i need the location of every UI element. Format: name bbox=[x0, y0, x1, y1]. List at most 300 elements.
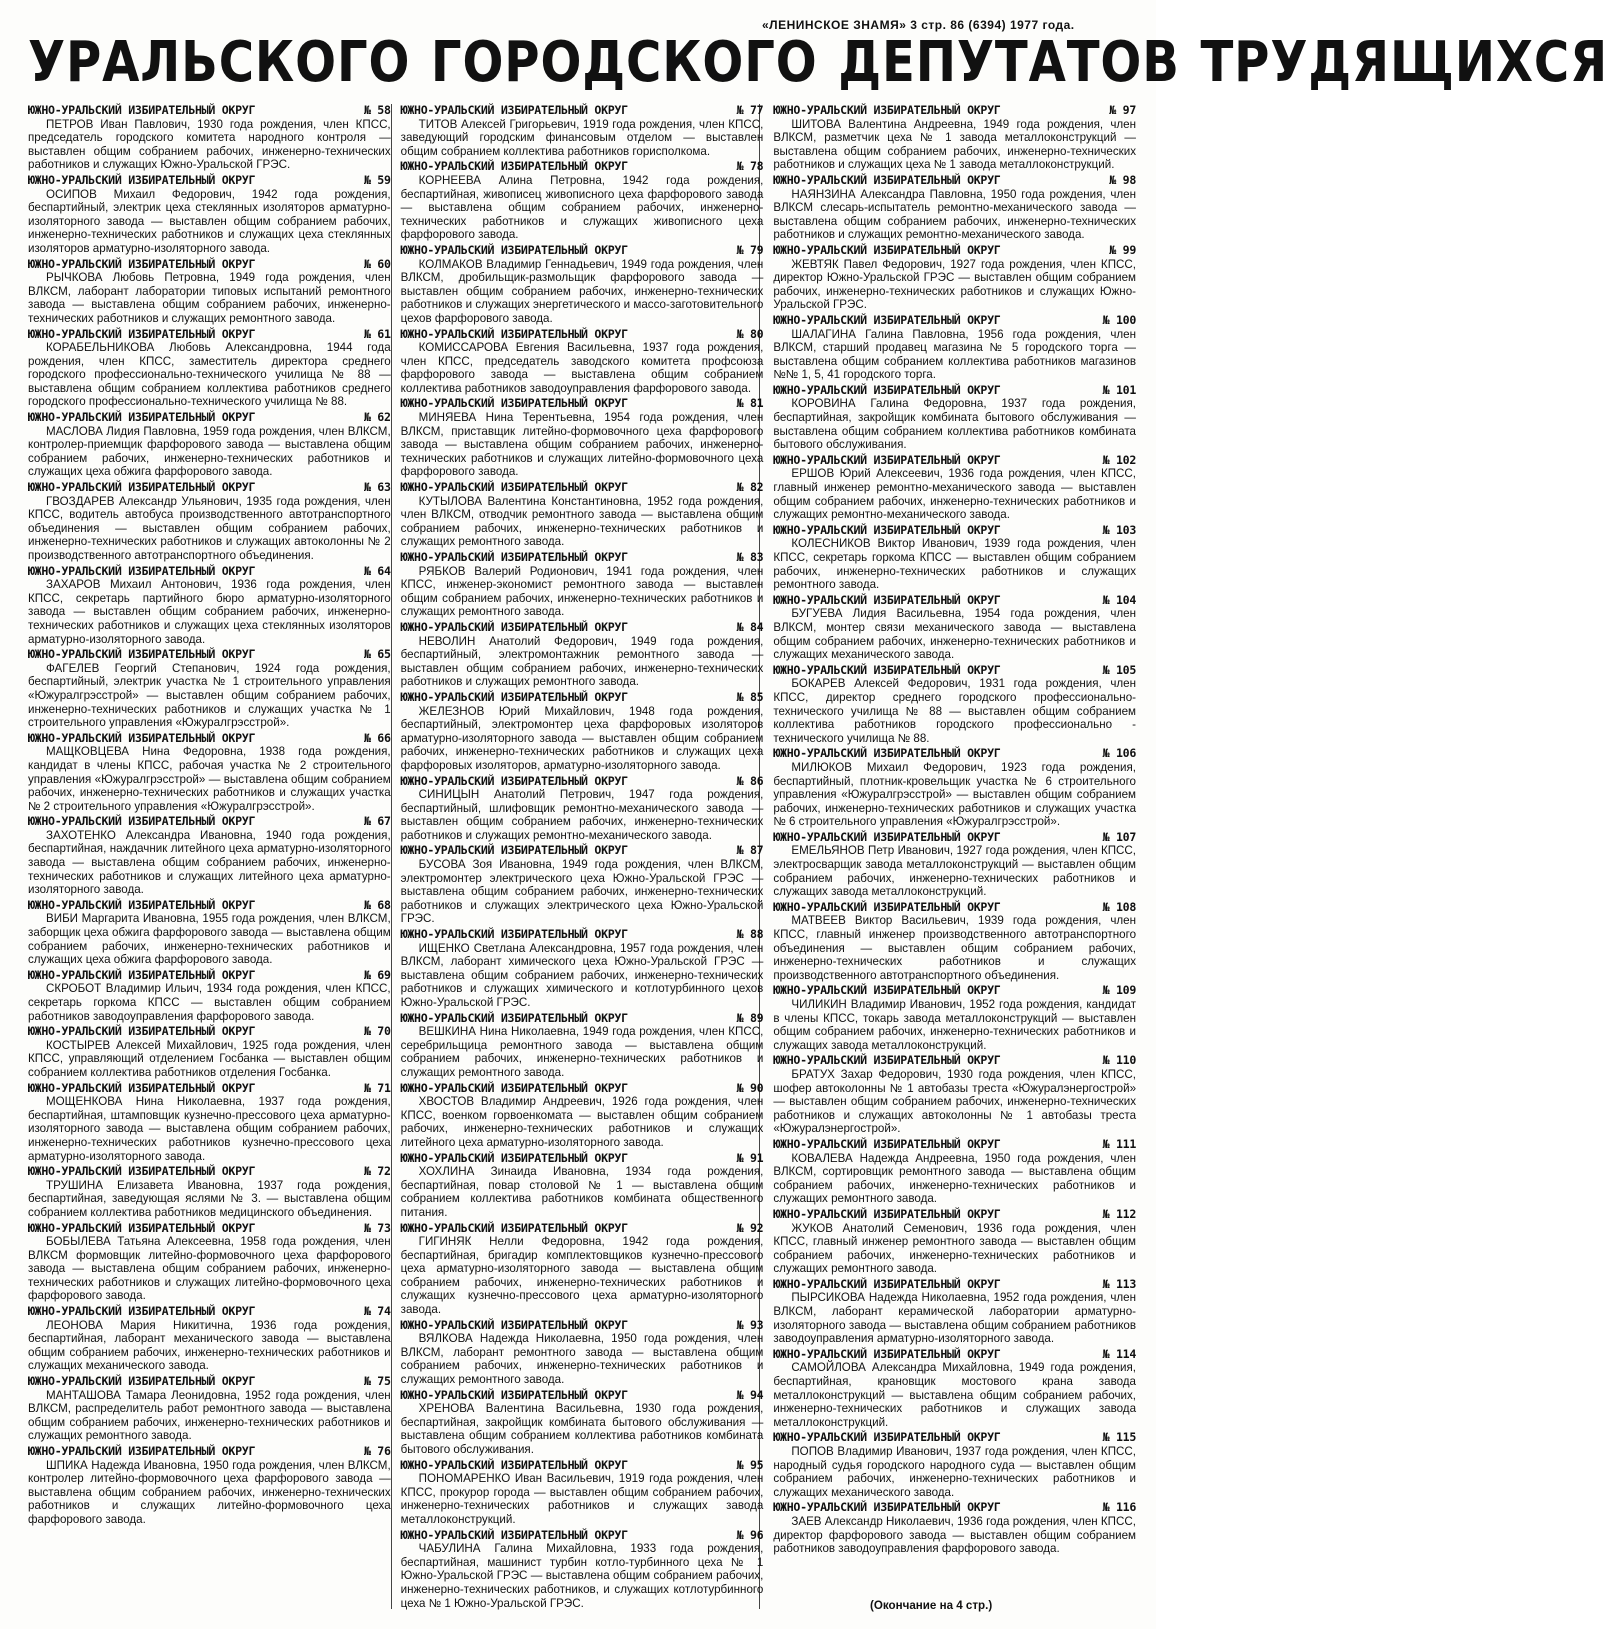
district-heading bbox=[401, 481, 764, 495]
district-heading bbox=[773, 747, 1136, 761]
candidate-details: 1927 года рождения, член КПСС, директор Южно-Уральской ГРЭС — выставлен общим собранием рабочих, инженерно-технических работников и служащих Южно-Уральской ГРЭС. bbox=[773, 257, 1137, 312]
candidate-details: 1952 года рождения, член ВЛКСМ, отводчик ремонтного завода — выставлена общим собранием рабочих, инженерно-технических работников и служащих ремонтного завода. bbox=[400, 494, 764, 549]
district-heading bbox=[773, 1348, 1136, 1362]
candidate-name: НЕВОЛИН Анатолий Федорович, bbox=[418, 634, 618, 648]
district-label: ЮЖНО-УРАЛЬСКИЙ ИЗБИРАТЕЛЬНЫЙ ОКРУГ bbox=[28, 1024, 256, 1039]
candidate-name: БРАТУХ Захар Федорович, bbox=[791, 1067, 942, 1081]
candidate-name: БОБЫЛЕВА Татьяна Алексеевна, bbox=[46, 1235, 234, 1249]
district-label: ЮЖНО-УРАЛЬСКИЙ ИЗБИРАТЕЛЬНЫЙ ОКРУГ bbox=[400, 619, 628, 634]
district-heading bbox=[401, 775, 764, 789]
district-label: ЮЖНО-УРАЛЬСКИЙ ИЗБИРАТЕЛЬНЫЙ ОКРУГ bbox=[773, 103, 1001, 117]
district-heading bbox=[28, 899, 391, 913]
candidate-name: ЖУКОВ Анатолий Семенович, bbox=[791, 1221, 968, 1235]
district-number: № 85 bbox=[736, 689, 764, 704]
district-number: № 106 bbox=[1102, 746, 1137, 761]
district-number: № 111 bbox=[1102, 1136, 1137, 1151]
candidate-name: МОЩЕНКОВА Нина Николаевна, bbox=[46, 1095, 246, 1109]
candidate-entry bbox=[28, 104, 391, 172]
candidate-bio bbox=[401, 1332, 764, 1386]
candidate-bio bbox=[773, 397, 1136, 451]
candidate-details: 1925 года рождения, член КПСС, управляющий отделением Госбанка — выставлен общим собранием коллектива работников отделения Госбанка. bbox=[28, 1038, 391, 1079]
district-label: ЮЖНО-УРАЛЬСКИЙ ИЗБИРАТЕЛЬНЫЙ ОКРУГ bbox=[773, 312, 1001, 327]
district-number: № 96 bbox=[736, 1527, 764, 1542]
candidate-bio bbox=[773, 1068, 1136, 1136]
district-heading bbox=[773, 984, 1136, 998]
district-heading bbox=[28, 1375, 391, 1389]
candidate-entry bbox=[773, 454, 1136, 522]
candidate-entry bbox=[28, 1222, 391, 1304]
candidate-bio bbox=[401, 705, 764, 773]
candidate-bio bbox=[773, 914, 1136, 982]
district-heading bbox=[773, 244, 1136, 258]
district-label: ЮЖНО-УРАЛЬСКИЙ ИЗБИРАТЕЛЬНЫЙ ОКРУГ bbox=[28, 1080, 256, 1095]
candidate-name: ГИГИНЯК Нелли Федоровна, bbox=[418, 1235, 605, 1249]
candidate-entry bbox=[401, 397, 764, 479]
candidate-entry bbox=[773, 1138, 1136, 1206]
candidate-details: 1937 года рождения, беспартийная, заведующая яслями № 3. — выставлена общим собранием коллектива работников медицинского объединения. bbox=[28, 1178, 391, 1219]
district-heading bbox=[28, 328, 391, 342]
candidate-bio bbox=[773, 188, 1136, 242]
candidate-details: 1955 года рождения, член ВЛКСМ, заборщик цеха обжига фарфорового завода — выставлена общим собранием рабочих, инженерно-технических работников и служащих цеха обжига фарфорового завода. bbox=[28, 912, 391, 967]
candidate-bio bbox=[401, 1095, 764, 1149]
candidate-entry bbox=[773, 1348, 1136, 1430]
candidate-name: МАСЛОВА Лидия Павловна, bbox=[46, 424, 200, 438]
candidate-bio bbox=[401, 635, 764, 689]
candidate-bio bbox=[28, 1039, 391, 1080]
candidate-details: 1926 года рождения, член КПСС, военком горвоенкомата — выставлен общим собранием рабочих, инженерно-технических работников и служащих литейного цеха арматурно-изоляторного завода. bbox=[400, 1095, 764, 1149]
candidate-name: ШПИКА Надежда Ивановна, bbox=[46, 1458, 200, 1472]
candidate-entry bbox=[401, 1082, 764, 1150]
district-heading bbox=[28, 648, 391, 662]
candidate-entry bbox=[401, 328, 764, 396]
candidate-entry bbox=[773, 594, 1136, 662]
district-heading bbox=[28, 565, 391, 579]
candidate-details: 1959 года рождения, член ВЛКСМ, контролер-приемщик фарфорового завода — выставлена общим собранием рабочих, инженерно-технических работников и служащих цеха обжига фарфорового завода. bbox=[28, 424, 391, 479]
district-heading bbox=[28, 1222, 391, 1236]
district-heading bbox=[401, 160, 764, 174]
candidate-bio bbox=[28, 271, 391, 325]
district-label: ЮЖНО-УРАЛЬСКИЙ ИЗБИРАТЕЛЬНЫЙ ОКРУГ bbox=[773, 899, 1001, 914]
candidate-entry bbox=[28, 411, 391, 479]
candidate-name: ОСИПОВ Михаил Федорович, bbox=[46, 187, 235, 201]
district-heading bbox=[28, 104, 391, 118]
candidate-bio bbox=[773, 1445, 1136, 1499]
candidate-bio bbox=[401, 788, 764, 842]
candidate-details: 1950 года рождения, член ВЛКСМ слесарь-испытатель ремонтно-механического завода — выставлена общим собранием рабочих, инженерно-технических работников и служащих ремонтно-механического завода. bbox=[773, 187, 1137, 242]
candidate-entry bbox=[28, 1165, 391, 1219]
district-label: ЮЖНО-УРАЛЬСКИЙ ИЗБИРАТЕЛЬНЫЙ ОКРУГ bbox=[773, 1053, 1001, 1068]
candidate-details: 1919 года рождения, член КПСС, прокурор города — выставлен общим собранием рабочих, инженерно-технических работников и служащих завода металлоконструкций. bbox=[400, 1472, 764, 1526]
candidate-entry bbox=[28, 732, 391, 814]
candidate-entry bbox=[401, 160, 764, 242]
candidate-name: НАЯНЗИНА Александра Павловна, bbox=[791, 187, 986, 201]
candidate-bio bbox=[401, 174, 764, 242]
candidate-name: СИНИЦЫН Анатолий Петрович, bbox=[418, 788, 615, 802]
candidate-details: 1958 года рождения, член ВЛКСМ формовщик литейно-формовочного цеха фарфорового завода — выставлена общим собранием рабочих, инженерно-технических работников и служащих литейно-формовочного цеха фарфорового завода. bbox=[28, 1235, 391, 1303]
candidate-details: 1950 года рождения, член ВЛКСМ, лаборант ремонтного завода — выставлена общим собранием рабочих, инженерно-технических работников и служащих ремонтного завода. bbox=[400, 1332, 764, 1387]
candidate-entry bbox=[28, 174, 391, 256]
district-number: № 89 bbox=[736, 1010, 764, 1025]
candidate-name: ЗАХАРОВ Михаил Антонович, bbox=[46, 578, 222, 592]
district-heading bbox=[28, 411, 391, 425]
district-label: ЮЖНО-УРАЛЬСКИЙ ИЗБИРАТЕЛЬНЫЙ ОКРУГ bbox=[773, 1276, 1001, 1291]
candidate-entry bbox=[28, 328, 391, 410]
district-label: ЮЖНО-УРАЛЬСКИЙ ИЗБИРАТЕЛЬНЫЙ ОКРУГ bbox=[773, 1430, 1001, 1445]
candidate-details: 1936 года рождения, член КПСС, главный инженер ремонтного завода — выставлен общим собранием рабочих, инженерно-технических работников и служащих ремонтного завода. bbox=[773, 1221, 1137, 1276]
candidate-entry bbox=[28, 899, 391, 967]
district-label: ЮЖНО-УРАЛЬСКИЙ ИЗБИРАТЕЛЬНЫЙ ОКРУГ bbox=[773, 1136, 1001, 1151]
candidate-details: 1939 года рождения, член КПСС, секретарь горкома КПСС — выставлен общим собранием рабочих, инженерно-технических работников и служащих ремонтного завода. bbox=[773, 537, 1137, 592]
candidate-details: 1952 года рождения, член ВЛКСМ, распределитель работ ремонтного завода — выставлена общим собранием рабочих, инженерно-технических работников и служащих ремонтного завода. bbox=[28, 1388, 391, 1443]
district-heading bbox=[401, 928, 764, 942]
district-heading bbox=[401, 1012, 764, 1026]
district-number: № 77 bbox=[736, 103, 764, 117]
district-label: ЮЖНО-УРАЛЬСКИЙ ИЗБИРАТЕЛЬНЫЙ ОКРУГ bbox=[28, 814, 256, 829]
district-heading bbox=[401, 104, 764, 118]
candidate-name: ХВОСТОВ Владимир Андреевич, bbox=[418, 1095, 605, 1109]
district-heading bbox=[773, 594, 1136, 608]
district-label: ЮЖНО-УРАЛЬСКИЙ ИЗБИРАТЕЛЬНЫЙ ОКРУГ bbox=[28, 1304, 256, 1319]
candidate-bio bbox=[401, 565, 764, 619]
district-label: ЮЖНО-УРАЛЬСКИЙ ИЗБИРАТЕЛЬНЫЙ ОКРУГ bbox=[28, 103, 256, 117]
district-number: № 109 bbox=[1102, 983, 1137, 998]
candidate-details: 1942 года рождения, беспартийная, живописец живописного цеха фарфорового завода — выставлена общим собранием рабочих, инженерно-технических работников и служащих живописного цеха фарфорового завода. bbox=[400, 173, 764, 242]
candidate-details: 1937 года рождения, член КПСС, народный судья городского народного суда — выставлен общим собранием рабочих, инженерно-технических работников и служащих механического завода. bbox=[773, 1445, 1137, 1499]
district-label: ЮЖНО-УРАЛЬСКИЙ ИЗБИРАТЕЛЬНЫЙ ОКРУГ bbox=[400, 550, 628, 564]
district-label: ЮЖНО-УРАЛЬСКИЙ ИЗБИРАТЕЛЬНЫЙ ОКРУГ bbox=[400, 1457, 628, 1472]
candidate-bio bbox=[28, 1235, 391, 1303]
district-number: № 93 bbox=[736, 1317, 764, 1332]
district-number: № 107 bbox=[1102, 829, 1137, 844]
candidate-entry bbox=[401, 928, 764, 1010]
candidate-name: КОМИССАРОВА Евгения Васильевна, bbox=[418, 341, 635, 355]
candidate-bio bbox=[401, 341, 764, 395]
candidate-details: 1936 года рождения, член КПСС, директор фарфорового завода — выставлен общим собранием работников заводоуправления фарфорового завода. bbox=[773, 1514, 1137, 1556]
district-number: № 79 bbox=[736, 242, 764, 257]
candidate-entry bbox=[773, 664, 1136, 746]
district-number: № 110 bbox=[1102, 1053, 1137, 1068]
candidate-bio bbox=[28, 1319, 391, 1373]
district-heading bbox=[401, 844, 764, 858]
district-label: ЮЖНО-УРАЛЬСКИЙ ИЗБИРАТЕЛЬНЫЙ ОКРУГ bbox=[400, 480, 628, 495]
candidate-bio bbox=[28, 1095, 391, 1163]
headline-word: УРАЛЬСКОГО bbox=[28, 30, 411, 95]
district-number: № 65 bbox=[363, 647, 391, 662]
district-label: ЮЖНО-УРАЛЬСКИЙ ИЗБИРАТЕЛЬНЫЙ ОКРУГ bbox=[28, 730, 256, 745]
candidate-entry bbox=[401, 1529, 764, 1611]
candidate-details: 1936 года рождения, член КПСС, секретарь партийного бюро арматурно-изоляторного завода — выставлен общим собранием рабочих, инженерно-технических работников и служащих цеха стеклянных изоляторов арматурно-изоляторного завода. bbox=[28, 578, 391, 646]
district-heading bbox=[28, 1082, 391, 1096]
candidate-entry bbox=[773, 831, 1136, 899]
candidate-entry bbox=[773, 1501, 1136, 1555]
candidate-name: БУГУЕВА Лидия Васильевна, bbox=[791, 607, 965, 621]
district-label: ЮЖНО-УРАЛЬСКИЙ ИЗБИРАТЕЛЬНЫЙ ОКРУГ bbox=[400, 1080, 628, 1095]
district-heading bbox=[773, 454, 1136, 468]
candidate-entry bbox=[401, 1459, 764, 1527]
candidate-name: САМОЙЛОВА Александра Михайловна, bbox=[791, 1361, 1013, 1375]
candidate-name: ЗАХОТЕНКО Александра Ивановна, bbox=[46, 828, 256, 842]
district-label: ЮЖНО-УРАЛЬСКИЙ ИЗБИРАТЕЛЬНЫЙ ОКРУГ bbox=[773, 522, 1001, 537]
district-number: № 94 bbox=[736, 1387, 764, 1402]
candidate-bio bbox=[28, 829, 391, 897]
candidate-bio bbox=[401, 942, 764, 1010]
candidate-name: КОРАБЕЛЬНИКОВА Любовь Александровна, bbox=[46, 341, 313, 355]
district-number: № 80 bbox=[736, 326, 764, 341]
candidate-entry bbox=[401, 621, 764, 689]
district-number: № 74 bbox=[363, 1304, 391, 1319]
district-label: ЮЖНО-УРАЛЬСКИЙ ИЗБИРАТЕЛЬНЫЙ ОКРУГ bbox=[400, 1010, 628, 1025]
candidate-bio bbox=[28, 341, 391, 409]
candidate-entry bbox=[401, 844, 764, 926]
candidate-name: ВЯЛКОВА Надежда Николаевна, bbox=[418, 1332, 604, 1346]
candidate-name: ХОХЛИНА Зинаида Ивановна, bbox=[418, 1165, 609, 1179]
district-label: ЮЖНО-УРАЛЬСКИЙ ИЗБИРАТЕЛЬНЫЙ ОКРУГ bbox=[28, 410, 256, 425]
district-label: ЮЖНО-УРАЛЬСКИЙ ИЗБИРАТЕЛЬНЫЙ ОКРУГ bbox=[773, 452, 1001, 467]
candidate-bio bbox=[773, 467, 1136, 521]
candidate-bio bbox=[773, 1152, 1136, 1206]
district-label: ЮЖНО-УРАЛЬСКИЙ ИЗБИРАТЕЛЬНЫЙ ОКРУГ bbox=[400, 242, 628, 257]
candidate-entry bbox=[773, 901, 1136, 983]
column-3 bbox=[773, 104, 1136, 1614]
candidate-name: ГВОЗДАРЕВ Александр Ульянович, bbox=[46, 494, 242, 508]
candidate-entry bbox=[401, 244, 764, 326]
district-number: № 64 bbox=[363, 563, 391, 578]
candidate-details: 1949 года рождения, член ВЛКСМ, электромонтер электрического цеха Южно-Уральской ГРЭС — выставлена общим собранием рабочих, инженерно-технических работников и служащих электрического цеха Южно-Уральской ГРЭС. bbox=[400, 858, 764, 926]
district-label: ЮЖНО-УРАЛЬСКИЙ ИЗБИРАТЕЛЬНЫЙ ОКРУГ bbox=[28, 647, 256, 662]
district-label: ЮЖНО-УРАЛЬСКИЙ ИЗБИРАТЕЛЬНЫЙ ОКРУГ bbox=[28, 1374, 256, 1389]
candidate-details: 1919 года рождения, член КПСС, заведующий городским финансовым отделом — выставлен общим собранием коллектива работников горисполкома. bbox=[400, 117, 764, 158]
candidate-entry bbox=[773, 244, 1136, 312]
candidate-name: КОЛЕСНИКОВ Виктор Иванович, bbox=[791, 537, 978, 551]
candidate-details: 1952 года рождения, член ВЛКСМ, лаборант керамической лаборатории арматурно-изоляторного завода — выставлена общим собранием работников заводоуправления арматурно-изоляторного завода. bbox=[773, 1291, 1137, 1346]
headline-word: ТРУДЯЩИХСЯ bbox=[1200, 30, 1608, 95]
candidate-details: 1954 года рождения, член ВЛКСМ, приставщик литейно-формовочного цеха фарфорового завода — выставлена общим собранием рабочих, инженерно-технических работников и служащих литейно-формовочного цеха фарфорового завода. bbox=[400, 411, 764, 479]
candidate-bio bbox=[773, 844, 1136, 898]
district-heading bbox=[401, 1082, 764, 1096]
district-label: ЮЖНО-УРАЛЬСКИЙ ИЗБИРАТЕЛЬНЫЙ ОКРУГ bbox=[400, 159, 628, 174]
candidate-name: ПОПОВ Владимир Иванович, bbox=[791, 1445, 952, 1458]
candidate-bio bbox=[773, 1222, 1136, 1276]
district-label: ЮЖНО-УРАЛЬСКИЙ ИЗБИРАТЕЛЬНЫЙ ОКРУГ bbox=[28, 480, 256, 495]
candidate-details: 1923 года рождения, беспартийный, плотник-кровельщик участка № 6 строительного управления «Южуралгрэсстрой» — выставлен общим собранием рабочих, инженерно-технических работников и служащих участка № 6 строительного управления «Южуралгрэсстрой». bbox=[773, 760, 1137, 829]
district-label: ЮЖНО-УРАЛЬСКИЙ ИЗБИРАТЕЛЬНЫЙ ОКРУГ bbox=[773, 983, 1001, 998]
district-label: ЮЖНО-УРАЛЬСКИЙ ИЗБИРАТЕЛЬНЫЙ ОКРУГ bbox=[400, 773, 628, 788]
candidate-name: ШАЛАГИНА Галина Павловна, bbox=[791, 327, 969, 341]
candidate-name: ЖЕВТЯК Павел Федорович, bbox=[791, 257, 946, 271]
candidate-bio bbox=[401, 258, 764, 326]
candidate-entry bbox=[401, 1389, 764, 1457]
candidate-bio bbox=[401, 1165, 764, 1219]
district-heading bbox=[773, 1138, 1136, 1152]
district-label: ЮЖНО-УРАЛЬСКИЙ ИЗБИРАТЕЛЬНЫЙ ОКРУГ bbox=[400, 689, 628, 704]
district-number: № 97 bbox=[1109, 103, 1137, 117]
candidate-name: ЧИЛИКИН Владимир Иванович, bbox=[791, 998, 966, 1011]
district-number: № 116 bbox=[1102, 1500, 1137, 1515]
district-number: № 113 bbox=[1102, 1276, 1137, 1291]
district-heading bbox=[28, 1025, 391, 1039]
district-heading bbox=[401, 244, 764, 258]
district-number: № 67 bbox=[363, 814, 391, 829]
candidate-details: 1937 года рождения, член КПСС, председатель заводского комитета профсоюза фарфорового завода — выставлена общим собранием коллектива работников заводоуправления фарфорового завода. bbox=[400, 341, 764, 395]
district-heading bbox=[773, 1054, 1136, 1068]
district-number: № 71 bbox=[363, 1080, 391, 1095]
candidate-entry bbox=[28, 648, 391, 730]
candidate-name: МАЩКОВЦЕВА Нина Федоровна, bbox=[46, 745, 247, 759]
district-label: ЮЖНО-УРАЛЬСКИЙ ИЗБИРАТЕЛЬНЫЙ ОКРУГ bbox=[28, 256, 256, 271]
district-label: ЮЖНО-УРАЛЬСКИЙ ИЗБИРАТЕЛЬНЫЙ ОКРУГ bbox=[773, 172, 1001, 187]
candidate-bio bbox=[773, 607, 1136, 661]
candidate-name: КОРОВИНА Галина Федоровна, bbox=[791, 397, 987, 411]
candidate-bio bbox=[401, 1025, 764, 1079]
district-label: ЮЖНО-УРАЛЬСКИЙ ИЗБИРАТЕЛЬНЫЙ ОКРУГ bbox=[773, 1500, 1001, 1515]
district-heading bbox=[773, 1501, 1136, 1515]
candidate-columns bbox=[28, 104, 1136, 1614]
candidate-name: ЖЕЛЕЗНОВ Юрий Михайлович, bbox=[418, 704, 615, 718]
candidate-name: КОЛМАКОВ Владимир Геннадьевич, bbox=[418, 257, 618, 271]
district-number: № 108 bbox=[1102, 899, 1137, 914]
district-number: № 95 bbox=[736, 1457, 764, 1472]
candidate-entry bbox=[28, 1445, 391, 1527]
continuation-note: (Окончание на 4 стр.) bbox=[870, 1599, 993, 1612]
district-number: № 86 bbox=[736, 773, 764, 788]
district-heading bbox=[28, 1165, 391, 1179]
district-label: ЮЖНО-УРАЛЬСКИЙ ИЗБИРАТЕЛЬНЫЙ ОКРУГ bbox=[28, 1164, 256, 1179]
headline-word: ГОРОДСКОГО bbox=[430, 30, 818, 95]
candidate-name: ЧАБУЛИНА Галина Михайловна, bbox=[418, 1542, 617, 1556]
candidate-entry bbox=[773, 1431, 1136, 1499]
candidate-details: 1947 года рождения, беспартийный, шлифовщик ремонтно-механического завода — выставлен общим собранием рабочих, инженерно-технических работников и служащих ремонтно-механического завода. bbox=[400, 788, 764, 842]
candidate-bio bbox=[401, 1542, 764, 1610]
candidate-entry bbox=[401, 775, 764, 843]
candidate-entry bbox=[773, 174, 1136, 242]
district-number: № 62 bbox=[363, 410, 391, 425]
district-label: ЮЖНО-УРАЛЬСКИЙ ИЗБИРАТЕЛЬНЫЙ ОКРУГ bbox=[773, 1206, 1001, 1221]
district-number: № 83 bbox=[736, 550, 764, 564]
candidate-name: КОСТЫРЕВ Алексей Михайлович, bbox=[46, 1038, 237, 1052]
headline-word: ДЕПУТАТОВ bbox=[838, 30, 1180, 95]
district-number: № 68 bbox=[363, 897, 391, 912]
candidate-details: 1949 года рождения, член ВЛКСМ, разметчик цеха № 1 завода металлоконструкций — выставлена общим собранием рабочих, инженерно-технических работников и служащих цеха № 1 завода металлоконструкций. bbox=[773, 117, 1137, 172]
district-number: № 58 bbox=[363, 103, 391, 117]
candidate-details: 1941 года рождения, член КПСС, инженер-экономист ремонтного завода — выставлен общим собранием рабочих, инженерно-технических работников и служащих ремонтного завода. bbox=[400, 564, 764, 619]
candidate-details: 1937 года рождения, беспартийная, закройщик комбината бытового обслуживания — выставлена общим собранием коллектива работников комбината бытового обслуживания. bbox=[773, 397, 1137, 452]
candidate-details: 1940 года рождения, беспартийная, наждачник литейного цеха арматурно-изоляторного завода — выставлена общим собранием рабочих, инженерно-технических работников и служащих литейного цеха арматурно-изоляторного завода. bbox=[28, 828, 391, 897]
district-label: ЮЖНО-УРАЛЬСКИЙ ИЗБИРАТЕЛЬНЫЙ ОКРУГ bbox=[773, 242, 1001, 257]
district-heading bbox=[773, 664, 1136, 678]
district-heading bbox=[401, 1459, 764, 1473]
candidate-details: 1949 года рождения, беспартийный, электромонтажник ремонтного завода — выставлен общим собранием рабочих, инженерно-технических работников и служащих ремонтного завода. bbox=[400, 634, 764, 689]
candidate-details: 1944 года рождения, член КПСС, заместитель директора среднего городского профессионально-технического училища № 88 — выставлена общим собранием коллектива работников среднего городского профессионально-технического училища № 88. bbox=[28, 341, 391, 409]
candidate-entry bbox=[773, 747, 1136, 829]
district-label: ЮЖНО-УРАЛЬСКИЙ ИЗБИРАТЕЛЬНЫЙ ОКРУГ bbox=[28, 172, 256, 187]
district-label: ЮЖНО-УРАЛЬСКИЙ ИЗБИРАТЕЛЬНЫЙ ОКРУГ bbox=[400, 1387, 628, 1402]
candidate-details: 1937 года рождения, беспартийная, штамповщик кузнечно-прессового цеха арматурно-изоляторного завода — выставлена общим собранием рабочих, инженерно-технических работников кузнечно-прессового цеха арматурно-изоляторного завода. bbox=[28, 1095, 391, 1163]
candidate-bio bbox=[401, 495, 764, 549]
candidate-bio bbox=[28, 745, 391, 813]
candidate-name: МАТВЕЕВ Виктор Васильевич, bbox=[791, 914, 969, 928]
candidate-entry bbox=[773, 314, 1136, 382]
district-label: ЮЖНО-УРАЛЬСКИЙ ИЗБИРАТЕЛЬНЫЙ ОКРУГ bbox=[28, 897, 256, 912]
district-label: ЮЖНО-УРАЛЬСКИЙ ИЗБИРАТЕЛЬНЫЙ ОКРУГ bbox=[400, 927, 628, 942]
district-number: № 115 bbox=[1102, 1430, 1137, 1445]
candidate-entry bbox=[401, 1222, 764, 1317]
district-heading bbox=[28, 815, 391, 829]
district-heading bbox=[773, 174, 1136, 188]
district-number: № 102 bbox=[1102, 452, 1137, 467]
candidate-entry bbox=[28, 481, 391, 563]
district-number: № 73 bbox=[363, 1220, 391, 1235]
candidate-entry bbox=[28, 969, 391, 1023]
district-heading bbox=[773, 104, 1136, 118]
district-label: ЮЖНО-УРАЛЬСКИЙ ИЗБИРАТЕЛЬНЫЙ ОКРУГ bbox=[28, 563, 256, 578]
candidate-name: РЫЧКОВА Любовь Петровна, bbox=[46, 271, 220, 285]
candidate-name: ЕМЕЛЬЯНОВ Петр Иванович, bbox=[791, 844, 954, 858]
candidate-name: МАНТАШОВА Тамара Леонидовна, bbox=[46, 1388, 240, 1402]
candidate-entry bbox=[401, 1319, 764, 1387]
candidate-bio bbox=[401, 1472, 764, 1526]
candidate-details: 1950 года рождения, член ВЛКСМ, контролер литейно-формовочного цеха фарфорового завода — выставлена общим собранием рабочих, инженерно-технических работников и служащих литейно-формовочного цеха фарфорового завода. bbox=[28, 1458, 391, 1526]
district-label: ЮЖНО-УРАЛЬСКИЙ ИЗБИРАТЕЛЬНЫЙ ОКРУГ bbox=[400, 1527, 628, 1542]
district-number: № 88 bbox=[736, 927, 764, 942]
candidate-name: ПОНОМАРЕНКО Иван Васильевич, bbox=[418, 1472, 615, 1486]
candidate-bio bbox=[773, 1515, 1136, 1556]
candidate-bio bbox=[773, 537, 1136, 591]
candidate-details: 1930 года рождения, беспартийная, закройщик комбината бытового обслуживания — выставлена общим собранием коллектива работников комбината бытового обслуживания. bbox=[400, 1402, 764, 1456]
district-number: № 61 bbox=[363, 326, 391, 341]
district-heading bbox=[401, 1152, 764, 1166]
district-heading bbox=[773, 1278, 1136, 1292]
candidate-entry bbox=[28, 1082, 391, 1164]
candidate-details: 1936 года рождения, член КПСС, главный инженер ремонтно-механического завода — выставлен общим собранием рабочих, инженерно-технических работников и служащих ремонтно-механического завода. bbox=[773, 467, 1137, 522]
candidate-entry bbox=[773, 104, 1136, 172]
candidate-bio bbox=[28, 1389, 391, 1443]
district-number: № 105 bbox=[1102, 662, 1137, 677]
candidate-bio bbox=[401, 1235, 764, 1317]
candidate-bio bbox=[773, 677, 1136, 745]
candidate-name: СКРОБОТ Владимир Ильич, bbox=[46, 982, 203, 996]
candidate-entry bbox=[28, 565, 391, 647]
candidate-details: 1930 года рождения, член КПСС, шофер автоколонны № 1 автобазы треста «Южуралэнергострой» — выставлен общим собранием рабочих, инженерно-технических работников и служащих автоколонны № 1 автобазы треста «Южуралэнергострой». bbox=[773, 1067, 1137, 1136]
district-heading bbox=[401, 1529, 764, 1543]
district-heading bbox=[28, 1445, 391, 1459]
district-number: № 70 bbox=[363, 1024, 391, 1039]
candidate-bio bbox=[28, 1459, 391, 1527]
candidate-bio bbox=[773, 118, 1136, 172]
candidate-details: 1949 года рождения, член КПСС, серебрильщица ремонтного завода — выставлена общим собранием рабочих, инженерно-технических работников и служащих ремонтного завода. bbox=[400, 1025, 764, 1079]
district-heading bbox=[401, 1319, 764, 1333]
candidate-bio bbox=[28, 982, 391, 1023]
candidate-bio bbox=[28, 425, 391, 479]
candidate-bio bbox=[28, 912, 391, 966]
candidate-name: РЯБКОВ Валерий Родионович, bbox=[418, 564, 598, 578]
candidate-name: ШИТОВА Валентина Андреевна, bbox=[791, 117, 977, 131]
candidate-name: ПЫРСИКОВА Надежда Николаевна, bbox=[791, 1291, 990, 1305]
column-2 bbox=[401, 104, 764, 1614]
candidate-name: ВЕШКИНА Нина Николаевна, bbox=[418, 1025, 580, 1039]
district-heading bbox=[401, 621, 764, 635]
district-label: ЮЖНО-УРАЛЬСКИЙ ИЗБИРАТЕЛЬНЫЙ ОКРУГ bbox=[400, 1150, 628, 1165]
candidate-bio bbox=[773, 258, 1136, 312]
district-label: ЮЖНО-УРАЛЬСКИЙ ИЗБИРАТЕЛЬНЫЙ ОКРУГ bbox=[400, 843, 628, 858]
candidate-bio bbox=[401, 411, 764, 479]
candidate-details: 1934 года рождения, беспартийная, повар столовой № 1 — выставлена общим собранием коллектива работников комбината общественного питания. bbox=[400, 1165, 764, 1219]
district-number: № 114 bbox=[1102, 1346, 1137, 1361]
candidate-entry bbox=[773, 1054, 1136, 1136]
candidate-name: КОРНЕЕВА Алина Петровна, bbox=[418, 173, 605, 187]
district-heading bbox=[28, 969, 391, 983]
candidate-entry bbox=[401, 1012, 764, 1080]
district-label: ЮЖНО-УРАЛЬСКИЙ ИЗБИРАТЕЛЬНЫЙ ОКРУГ bbox=[28, 326, 256, 341]
